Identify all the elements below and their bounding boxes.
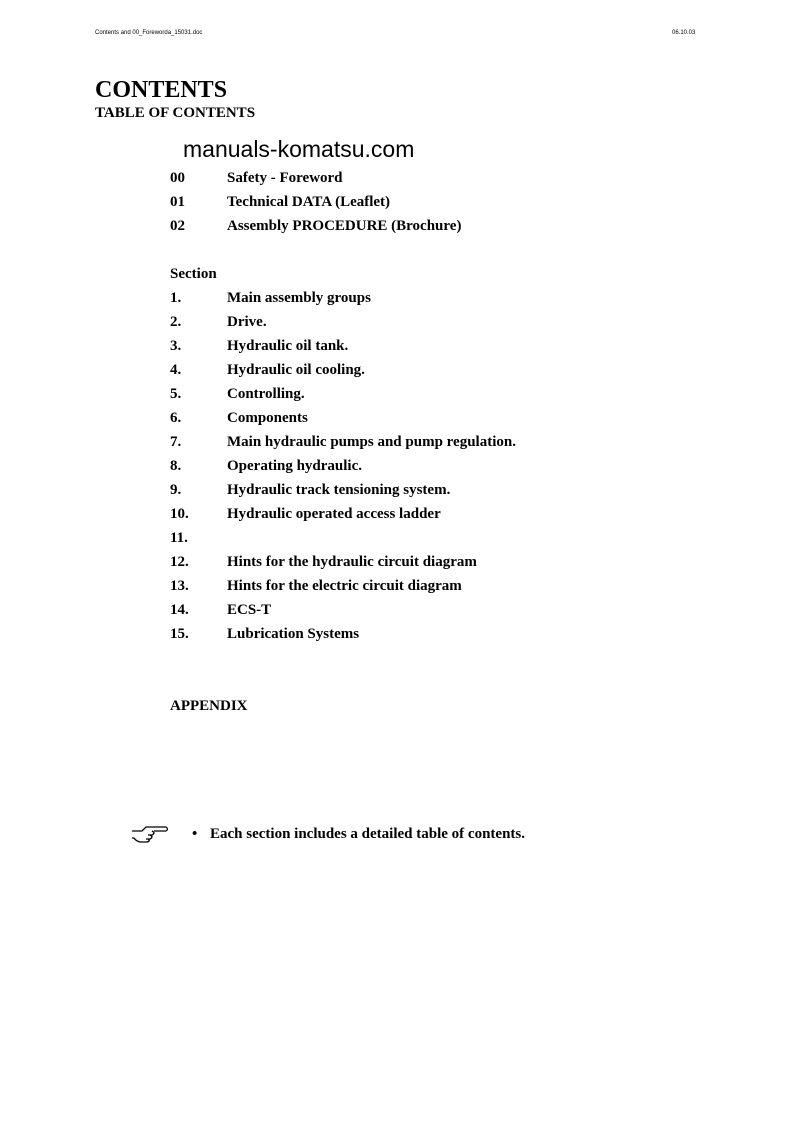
entry-number: 12. — [170, 554, 189, 570]
entry-number: 5. — [170, 386, 182, 402]
entry-number: 02 — [170, 218, 185, 234]
entry-label: APPENDIX — [170, 698, 248, 714]
entry-number: 2. — [170, 314, 182, 330]
entry-number: 00 — [170, 170, 185, 186]
entry-label: Hydraulic oil tank. — [227, 338, 349, 354]
entry-label: Controlling. — [227, 386, 305, 402]
entry-label: Lubrication Systems — [227, 626, 360, 642]
entry-number: 10. — [170, 506, 189, 522]
entry-label: Operating hydraulic. — [227, 458, 363, 474]
appendix-heading — [170, 696, 248, 716]
entry-number: 4. — [170, 362, 182, 378]
entry-number: 01 — [170, 194, 185, 210]
header-code: 06.10.03 — [672, 30, 696, 36]
watermark: manuals-komatsu.com — [183, 136, 415, 162]
page-subtitle: TABLE OF CONTENTS — [95, 105, 256, 121]
entry-label: Hydraulic track tensioning system. — [227, 482, 451, 498]
entry-label: Safety - Foreword — [227, 170, 343, 186]
section-heading — [170, 264, 217, 284]
entry-label: Section — [170, 266, 217, 282]
entry-label: Hints for the electric circuit diagram — [227, 578, 462, 594]
entry-number: 6. — [170, 410, 182, 426]
entry-label: Hydraulic operated access ladder — [227, 506, 441, 522]
entry-number: 14. — [170, 602, 189, 618]
entry-label: Components — [227, 410, 308, 426]
entry-number: 13. — [170, 578, 189, 594]
entry-label: Hints for the hydraulic circuit diagram — [227, 554, 477, 570]
entry-number: 15. — [170, 626, 189, 642]
entry-label: Assembly PROCEDURE (Brochure) — [227, 218, 462, 234]
entry-number: 9. — [170, 482, 182, 498]
entry-label: Technical DATA (Leaflet) — [227, 194, 391, 210]
page-title: CONTENTS — [95, 77, 228, 103]
note-text: Each section includes a detailed table of contents. — [210, 826, 525, 842]
header-filename: Contents and 00_Foreworda_15031.doc — [95, 30, 203, 36]
entry-number: 7. — [170, 434, 182, 450]
entry-number: 11. — [170, 530, 188, 546]
entry-label: Hydraulic oil cooling. — [227, 362, 365, 378]
entry-number: 8. — [170, 458, 182, 474]
entry-label: Main assembly groups — [227, 290, 371, 306]
pointing-hand-icon — [130, 823, 170, 845]
entry-label: Main hydraulic pumps and pump regulation. — [227, 434, 516, 450]
entry-number: 1. — [170, 290, 182, 306]
bullet: • — [192, 826, 198, 842]
entry-label: ECS-T — [227, 602, 272, 618]
entry-label: Drive. — [227, 314, 267, 330]
entry-number: 3. — [170, 338, 182, 354]
